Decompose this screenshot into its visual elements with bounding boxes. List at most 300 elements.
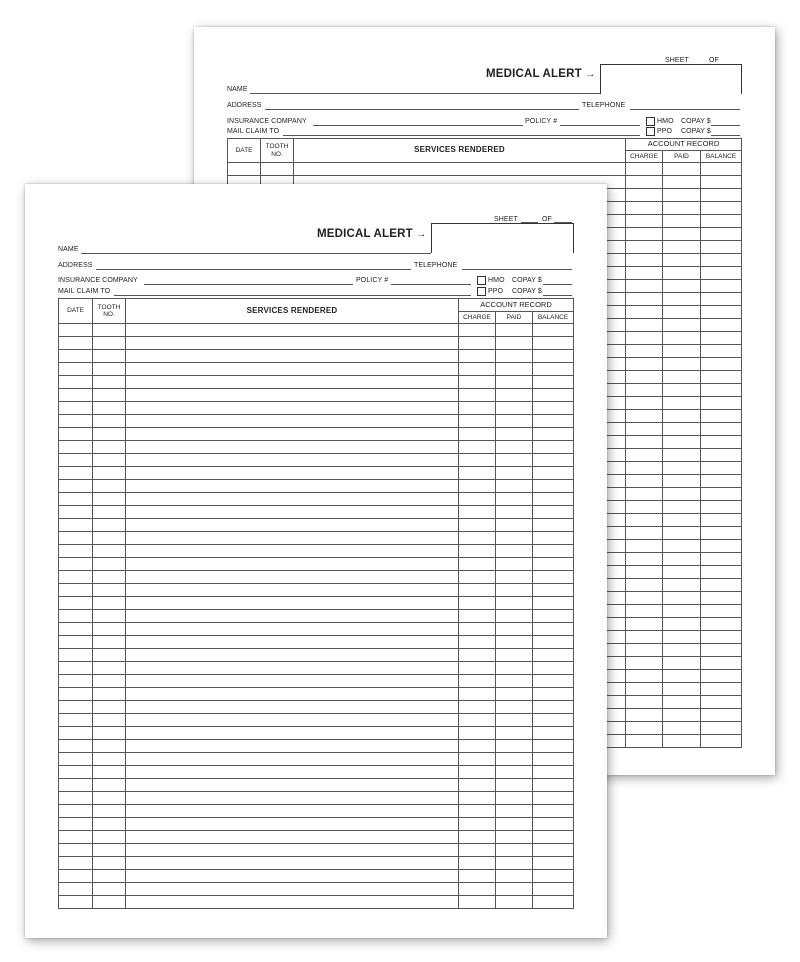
balance-cell[interactable]: [533, 584, 574, 597]
balance-cell[interactable]: [701, 306, 742, 319]
services-cell[interactable]: [126, 623, 459, 636]
services-cell[interactable]: [126, 441, 459, 454]
charge-cell[interactable]: [626, 475, 663, 488]
date-cell[interactable]: [59, 584, 93, 597]
telephone-field[interactable]: [630, 109, 740, 110]
date-cell[interactable]: [59, 792, 93, 805]
date-cell[interactable]: [59, 870, 93, 883]
tooth-no-cell[interactable]: [93, 363, 126, 376]
paid-cell[interactable]: [496, 545, 533, 558]
paid-cell[interactable]: [496, 519, 533, 532]
paid-cell[interactable]: [663, 462, 701, 475]
paid-cell[interactable]: [496, 649, 533, 662]
paid-cell[interactable]: [496, 831, 533, 844]
balance-cell[interactable]: [701, 254, 742, 267]
balance-cell[interactable]: [533, 792, 574, 805]
paid-cell[interactable]: [496, 727, 533, 740]
paid-cell[interactable]: [663, 657, 701, 670]
date-cell[interactable]: [59, 571, 93, 584]
charge-cell[interactable]: [459, 597, 496, 610]
paid-cell[interactable]: [496, 610, 533, 623]
balance-cell[interactable]: [533, 324, 574, 337]
services-cell[interactable]: [126, 805, 459, 818]
paid-cell[interactable]: [663, 267, 701, 280]
tooth-no-cell[interactable]: [93, 701, 126, 714]
services-cell[interactable]: [126, 324, 459, 337]
services-cell[interactable]: [126, 883, 459, 896]
charge-cell[interactable]: [626, 462, 663, 475]
charge-cell[interactable]: [459, 350, 496, 363]
paid-cell[interactable]: [496, 688, 533, 701]
charge-cell[interactable]: [459, 688, 496, 701]
charge-cell[interactable]: [626, 267, 663, 280]
hmo-checkbox[interactable]: [477, 276, 486, 285]
charge-cell[interactable]: [459, 870, 496, 883]
tooth-no-cell[interactable]: [93, 376, 126, 389]
balance-cell[interactable]: [533, 493, 574, 506]
balance-cell[interactable]: [701, 488, 742, 501]
charge-cell[interactable]: [459, 844, 496, 857]
balance-cell[interactable]: [533, 805, 574, 818]
paid-cell[interactable]: [663, 163, 701, 176]
balance-cell[interactable]: [701, 683, 742, 696]
date-cell[interactable]: [59, 545, 93, 558]
paid-cell[interactable]: [496, 480, 533, 493]
balance-cell[interactable]: [533, 623, 574, 636]
charge-cell[interactable]: [626, 592, 663, 605]
charge-cell[interactable]: [626, 241, 663, 254]
balance-cell[interactable]: [533, 740, 574, 753]
paid-cell[interactable]: [496, 792, 533, 805]
balance-cell[interactable]: [533, 636, 574, 649]
balance-cell[interactable]: [533, 337, 574, 350]
tooth-no-cell[interactable]: [93, 870, 126, 883]
balance-cell[interactable]: [701, 475, 742, 488]
balance-cell[interactable]: [701, 189, 742, 202]
balance-cell[interactable]: [701, 436, 742, 449]
balance-cell[interactable]: [533, 610, 574, 623]
balance-cell[interactable]: [533, 831, 574, 844]
paid-cell[interactable]: [496, 623, 533, 636]
paid-cell[interactable]: [496, 896, 533, 909]
paid-cell[interactable]: [663, 254, 701, 267]
balance-cell[interactable]: [533, 415, 574, 428]
paid-cell[interactable]: [496, 584, 533, 597]
charge-cell[interactable]: [459, 636, 496, 649]
charge-cell[interactable]: [459, 324, 496, 337]
balance-cell[interactable]: [701, 670, 742, 683]
balance-cell[interactable]: [701, 722, 742, 735]
services-cell[interactable]: [126, 818, 459, 831]
paid-cell[interactable]: [496, 376, 533, 389]
paid-cell[interactable]: [663, 423, 701, 436]
charge-cell[interactable]: [626, 644, 663, 657]
balance-cell[interactable]: [701, 410, 742, 423]
charge-cell[interactable]: [626, 501, 663, 514]
balance-cell[interactable]: [533, 766, 574, 779]
tooth-no-cell[interactable]: [261, 163, 294, 176]
charge-cell[interactable]: [459, 740, 496, 753]
paid-cell[interactable]: [496, 324, 533, 337]
paid-cell[interactable]: [663, 332, 701, 345]
charge-cell[interactable]: [626, 696, 663, 709]
date-cell[interactable]: [59, 506, 93, 519]
tooth-no-cell[interactable]: [93, 727, 126, 740]
balance-cell[interactable]: [533, 363, 574, 376]
balance-cell[interactable]: [533, 545, 574, 558]
paid-cell[interactable]: [496, 467, 533, 480]
paid-cell[interactable]: [663, 410, 701, 423]
balance-cell[interactable]: [533, 701, 574, 714]
paid-cell[interactable]: [496, 415, 533, 428]
balance-cell[interactable]: [701, 241, 742, 254]
balance-cell[interactable]: [533, 896, 574, 909]
balance-cell[interactable]: [533, 389, 574, 402]
balance-cell[interactable]: [701, 332, 742, 345]
charge-cell[interactable]: [459, 610, 496, 623]
paid-cell[interactable]: [496, 818, 533, 831]
tooth-no-cell[interactable]: [93, 324, 126, 337]
balance-cell[interactable]: [533, 727, 574, 740]
services-cell[interactable]: [126, 831, 459, 844]
date-cell[interactable]: [59, 337, 93, 350]
balance-cell[interactable]: [701, 644, 742, 657]
charge-cell[interactable]: [626, 371, 663, 384]
services-cell[interactable]: [126, 506, 459, 519]
charge-cell[interactable]: [459, 545, 496, 558]
charge-cell[interactable]: [626, 384, 663, 397]
balance-cell[interactable]: [533, 532, 574, 545]
paid-cell[interactable]: [663, 280, 701, 293]
balance-cell[interactable]: [701, 527, 742, 540]
paid-cell[interactable]: [663, 384, 701, 397]
charge-cell[interactable]: [626, 306, 663, 319]
address-field[interactable]: [96, 269, 411, 270]
tooth-no-cell[interactable]: [93, 571, 126, 584]
tooth-no-cell[interactable]: [93, 350, 126, 363]
paid-cell[interactable]: [496, 844, 533, 857]
charge-cell[interactable]: [459, 623, 496, 636]
balance-cell[interactable]: [533, 441, 574, 454]
tooth-no-cell[interactable]: [93, 675, 126, 688]
tooth-no-cell[interactable]: [93, 857, 126, 870]
tooth-no-cell[interactable]: [93, 532, 126, 545]
date-cell[interactable]: [59, 467, 93, 480]
paid-cell[interactable]: [663, 475, 701, 488]
services-cell[interactable]: [126, 532, 459, 545]
date-cell[interactable]: [59, 597, 93, 610]
paid-cell[interactable]: [496, 532, 533, 545]
tooth-no-cell[interactable]: [93, 623, 126, 636]
charge-cell[interactable]: [626, 280, 663, 293]
charge-cell[interactable]: [626, 540, 663, 553]
date-cell[interactable]: [59, 402, 93, 415]
balance-cell[interactable]: [701, 202, 742, 215]
charge-cell[interactable]: [459, 519, 496, 532]
date-cell[interactable]: [59, 805, 93, 818]
paid-cell[interactable]: [663, 449, 701, 462]
balance-cell[interactable]: [701, 657, 742, 670]
tooth-no-cell[interactable]: [93, 454, 126, 467]
tooth-no-cell[interactable]: [93, 818, 126, 831]
date-cell[interactable]: [59, 428, 93, 441]
date-cell[interactable]: [228, 163, 261, 176]
balance-cell[interactable]: [533, 506, 574, 519]
charge-cell[interactable]: [459, 571, 496, 584]
tooth-no-cell[interactable]: [93, 766, 126, 779]
paid-cell[interactable]: [496, 428, 533, 441]
services-cell[interactable]: [126, 844, 459, 857]
date-cell[interactable]: [59, 623, 93, 636]
balance-cell[interactable]: [701, 709, 742, 722]
charge-cell[interactable]: [626, 189, 663, 202]
tooth-no-cell[interactable]: [93, 883, 126, 896]
paid-cell[interactable]: [496, 493, 533, 506]
balance-cell[interactable]: [701, 397, 742, 410]
services-cell[interactable]: [126, 337, 459, 350]
charge-cell[interactable]: [459, 701, 496, 714]
balance-cell[interactable]: [533, 675, 574, 688]
paid-cell[interactable]: [663, 306, 701, 319]
paid-cell[interactable]: [496, 740, 533, 753]
paid-cell[interactable]: [663, 241, 701, 254]
services-cell[interactable]: [126, 389, 459, 402]
charge-cell[interactable]: [459, 779, 496, 792]
date-cell[interactable]: [59, 454, 93, 467]
tooth-no-cell[interactable]: [93, 480, 126, 493]
tooth-no-cell[interactable]: [93, 337, 126, 350]
services-cell[interactable]: [126, 740, 459, 753]
paid-cell[interactable]: [663, 436, 701, 449]
tooth-no-cell[interactable]: [93, 792, 126, 805]
paid-cell[interactable]: [663, 319, 701, 332]
charge-cell[interactable]: [626, 618, 663, 631]
charge-cell[interactable]: [626, 410, 663, 423]
charge-cell[interactable]: [626, 228, 663, 241]
services-cell[interactable]: [126, 519, 459, 532]
ppo-checkbox[interactable]: [477, 287, 486, 296]
charge-cell[interactable]: [459, 402, 496, 415]
name-field[interactable]: [250, 93, 600, 94]
tooth-no-cell[interactable]: [93, 428, 126, 441]
date-cell[interactable]: [59, 753, 93, 766]
paid-cell[interactable]: [496, 662, 533, 675]
tooth-no-cell[interactable]: [93, 597, 126, 610]
balance-cell[interactable]: [701, 176, 742, 189]
charge-cell[interactable]: [459, 467, 496, 480]
balance-cell[interactable]: [533, 402, 574, 415]
charge-cell[interactable]: [626, 488, 663, 501]
services-cell[interactable]: [126, 753, 459, 766]
paid-cell[interactable]: [663, 189, 701, 202]
paid-cell[interactable]: [663, 618, 701, 631]
balance-cell[interactable]: [533, 467, 574, 480]
services-cell[interactable]: [126, 571, 459, 584]
date-cell[interactable]: [59, 493, 93, 506]
mail-claim-field[interactable]: [283, 135, 640, 136]
balance-cell[interactable]: [701, 540, 742, 553]
paid-cell[interactable]: [663, 540, 701, 553]
paid-cell[interactable]: [663, 176, 701, 189]
services-cell[interactable]: [126, 701, 459, 714]
services-cell[interactable]: [126, 870, 459, 883]
services-cell[interactable]: [126, 727, 459, 740]
balance-cell[interactable]: [701, 566, 742, 579]
tooth-no-cell[interactable]: [93, 662, 126, 675]
charge-cell[interactable]: [459, 480, 496, 493]
services-cell[interactable]: [126, 688, 459, 701]
date-cell[interactable]: [59, 740, 93, 753]
balance-cell[interactable]: [533, 779, 574, 792]
date-cell[interactable]: [59, 662, 93, 675]
ppo-copay-field[interactable]: [711, 135, 740, 136]
paid-cell[interactable]: [496, 389, 533, 402]
charge-cell[interactable]: [626, 163, 663, 176]
balance-cell[interactable]: [533, 818, 574, 831]
charge-cell[interactable]: [459, 727, 496, 740]
paid-cell[interactable]: [496, 597, 533, 610]
services-cell[interactable]: [126, 857, 459, 870]
hmo-copay-field[interactable]: [543, 284, 572, 285]
charge-cell[interactable]: [459, 857, 496, 870]
balance-cell[interactable]: [533, 350, 574, 363]
charge-cell[interactable]: [459, 584, 496, 597]
date-cell[interactable]: [59, 480, 93, 493]
balance-cell[interactable]: [701, 280, 742, 293]
charge-cell[interactable]: [626, 514, 663, 527]
charge-cell[interactable]: [626, 449, 663, 462]
balance-cell[interactable]: [701, 631, 742, 644]
date-cell[interactable]: [59, 779, 93, 792]
insurance-company-field[interactable]: [313, 125, 523, 126]
paid-cell[interactable]: [663, 592, 701, 605]
charge-cell[interactable]: [626, 254, 663, 267]
charge-cell[interactable]: [626, 527, 663, 540]
services-cell[interactable]: [126, 415, 459, 428]
balance-cell[interactable]: [701, 618, 742, 631]
paid-cell[interactable]: [663, 683, 701, 696]
charge-cell[interactable]: [626, 319, 663, 332]
paid-cell[interactable]: [663, 605, 701, 618]
services-cell[interactable]: [126, 766, 459, 779]
paid-cell[interactable]: [496, 350, 533, 363]
services-cell[interactable]: [294, 163, 626, 176]
charge-cell[interactable]: [626, 566, 663, 579]
tooth-no-cell[interactable]: [93, 831, 126, 844]
charge-cell[interactable]: [459, 805, 496, 818]
paid-cell[interactable]: [663, 345, 701, 358]
charge-cell[interactable]: [626, 332, 663, 345]
paid-cell[interactable]: [663, 566, 701, 579]
tooth-no-cell[interactable]: [93, 610, 126, 623]
services-cell[interactable]: [126, 779, 459, 792]
balance-cell[interactable]: [533, 688, 574, 701]
tooth-no-cell[interactable]: [93, 779, 126, 792]
services-cell[interactable]: [126, 480, 459, 493]
charge-cell[interactable]: [626, 722, 663, 735]
tooth-no-cell[interactable]: [93, 636, 126, 649]
paid-cell[interactable]: [496, 402, 533, 415]
paid-cell[interactable]: [496, 766, 533, 779]
services-cell[interactable]: [126, 610, 459, 623]
balance-cell[interactable]: [533, 662, 574, 675]
charge-cell[interactable]: [626, 202, 663, 215]
date-cell[interactable]: [59, 844, 93, 857]
paid-cell[interactable]: [496, 779, 533, 792]
tooth-no-cell[interactable]: [93, 415, 126, 428]
paid-cell[interactable]: [663, 488, 701, 501]
tooth-no-cell[interactable]: [93, 753, 126, 766]
ppo-copay-field[interactable]: [543, 295, 572, 296]
services-cell[interactable]: [126, 584, 459, 597]
date-cell[interactable]: [59, 636, 93, 649]
charge-cell[interactable]: [626, 215, 663, 228]
charge-cell[interactable]: [459, 454, 496, 467]
hmo-checkbox[interactable]: [646, 117, 655, 126]
balance-cell[interactable]: [701, 449, 742, 462]
balance-cell[interactable]: [701, 592, 742, 605]
paid-cell[interactable]: [496, 337, 533, 350]
tooth-no-cell[interactable]: [93, 844, 126, 857]
paid-cell[interactable]: [663, 527, 701, 540]
date-cell[interactable]: [59, 857, 93, 870]
charge-cell[interactable]: [459, 792, 496, 805]
medical-alert-box[interactable]: [431, 223, 574, 253]
balance-cell[interactable]: [533, 844, 574, 857]
paid-cell[interactable]: [663, 709, 701, 722]
paid-cell[interactable]: [496, 636, 533, 649]
balance-cell[interactable]: [533, 454, 574, 467]
charge-cell[interactable]: [459, 428, 496, 441]
charge-cell[interactable]: [459, 766, 496, 779]
tooth-no-cell[interactable]: [93, 519, 126, 532]
charge-cell[interactable]: [626, 735, 663, 748]
charge-cell[interactable]: [626, 605, 663, 618]
mail-claim-field[interactable]: [114, 295, 471, 296]
date-cell[interactable]: [59, 727, 93, 740]
tooth-no-cell[interactable]: [93, 649, 126, 662]
paid-cell[interactable]: [496, 558, 533, 571]
paid-cell[interactable]: [663, 735, 701, 748]
services-cell[interactable]: [126, 402, 459, 415]
date-cell[interactable]: [59, 363, 93, 376]
paid-cell[interactable]: [663, 696, 701, 709]
tooth-no-cell[interactable]: [93, 714, 126, 727]
paid-cell[interactable]: [663, 514, 701, 527]
balance-cell[interactable]: [533, 519, 574, 532]
services-cell[interactable]: [126, 350, 459, 363]
charge-cell[interactable]: [626, 631, 663, 644]
services-cell[interactable]: [126, 896, 459, 909]
charge-cell[interactable]: [459, 818, 496, 831]
tooth-no-cell[interactable]: [93, 896, 126, 909]
balance-cell[interactable]: [533, 597, 574, 610]
paid-cell[interactable]: [663, 644, 701, 657]
date-cell[interactable]: [59, 532, 93, 545]
date-cell[interactable]: [59, 324, 93, 337]
balance-cell[interactable]: [701, 215, 742, 228]
paid-cell[interactable]: [663, 631, 701, 644]
paid-cell[interactable]: [496, 571, 533, 584]
services-cell[interactable]: [126, 493, 459, 506]
balance-cell[interactable]: [533, 714, 574, 727]
policy-field[interactable]: [391, 284, 471, 285]
charge-cell[interactable]: [626, 345, 663, 358]
date-cell[interactable]: [59, 389, 93, 402]
balance-cell[interactable]: [701, 462, 742, 475]
charge-cell[interactable]: [459, 753, 496, 766]
services-cell[interactable]: [126, 649, 459, 662]
